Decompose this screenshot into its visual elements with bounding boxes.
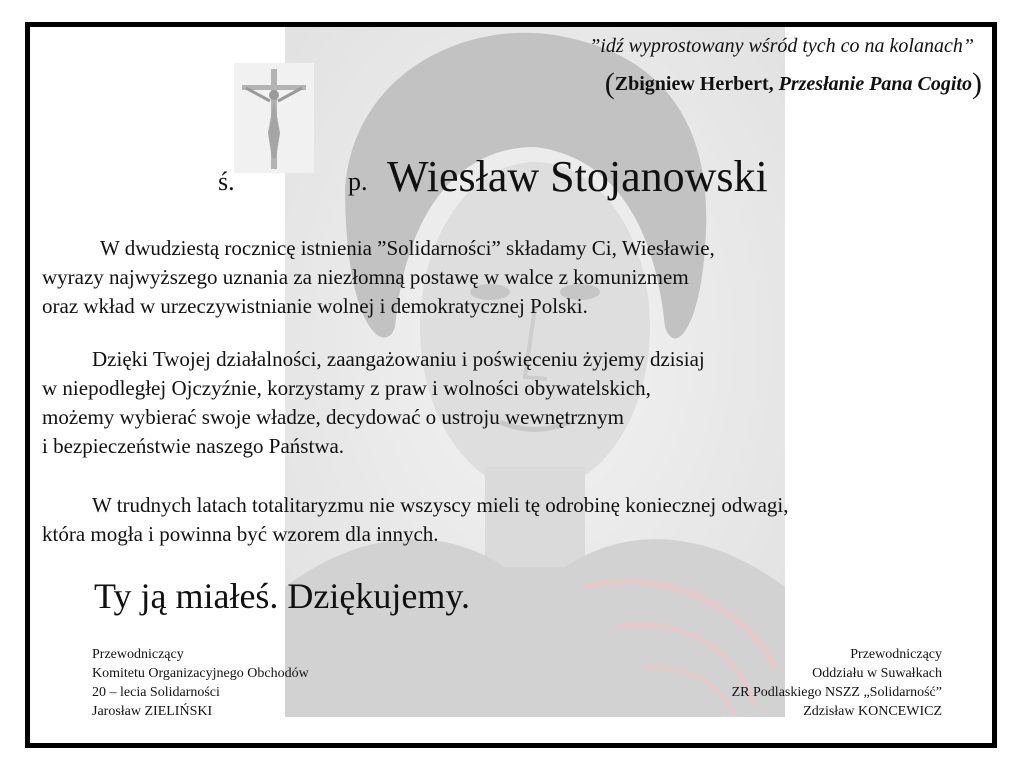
signature-line: Przewodniczący <box>850 647 942 662</box>
signature-line: Jarosław ZIELIŃSKI <box>92 704 213 719</box>
signature-left <box>92 645 309 721</box>
signature-line: Przewodniczący <box>92 647 184 662</box>
quote-work: Przesłanie Pana Cogito <box>778 73 972 95</box>
prefix-s: ś. <box>218 167 235 196</box>
paragraph-line: i bezpieczeństwie naszego Państwa. <box>42 434 345 458</box>
paragraph-line: oraz wkład w urzeczywistnianie wolnej i demokratycznej Polski. <box>42 294 588 318</box>
paragraph-line: w niepodległej Ojczyźnie, korzystamy z praw i wolności obywatelskich, <box>42 376 651 400</box>
paragraph-line: która mogła i powinna być wzorem dla innych. <box>42 522 439 546</box>
signature-line: 20 – lecia Solidarności <box>92 685 220 700</box>
quote-line: ”idź wyprostowany wśród tych co na kolanach” <box>589 35 974 57</box>
memorial-frame <box>25 22 997 748</box>
paragraph-line: wyrazy najwyższego uznania za niezłomną postawę w walce z komunizmem <box>42 265 689 289</box>
signature-line: Oddziału w Suwałkach <box>812 666 942 681</box>
signature-line: Zdzisław KONCEWICZ <box>803 704 942 719</box>
close-paren: ) <box>972 67 982 100</box>
paragraph-2 <box>42 345 942 461</box>
open-paren: ( <box>604 67 615 100</box>
crucifix-icon <box>234 63 314 173</box>
paragraph-1 <box>42 234 942 321</box>
signature-right <box>732 645 942 721</box>
paragraph-line: W trudnych latach totalitaryzmu nie wszyscy mieli tę odrobinę koniecznej odwagi, <box>92 493 789 517</box>
signature-line: Komitetu Organizacyjnego Obchodów <box>92 666 309 681</box>
signature-line: ZR Podlaskiego NSZZ „Solidarność” <box>731 685 942 700</box>
paragraph-line: Dzięki Twojej działalności, zaangażowaniu i poświęceniu żyjemy dzisiaj <box>92 347 705 371</box>
prefix-p: p. <box>348 167 368 196</box>
quote-attribution <box>605 67 982 101</box>
paragraph-line: W dwudziestą rocznicę istnienia ”Solidarności” składamy Ci, Wiesławie, <box>100 236 715 260</box>
quote-author: Zbigniew Herbert, <box>614 73 774 95</box>
deceased-name: Wiesław Stojanowski <box>387 152 768 201</box>
paragraph-line: możemy wybierać swoje władze, decydować o ustroju wewnętrznym <box>42 405 624 429</box>
paragraph-3 <box>42 491 942 549</box>
thanks-line: Ty ją miałeś. Dziękujemy. <box>94 576 471 616</box>
